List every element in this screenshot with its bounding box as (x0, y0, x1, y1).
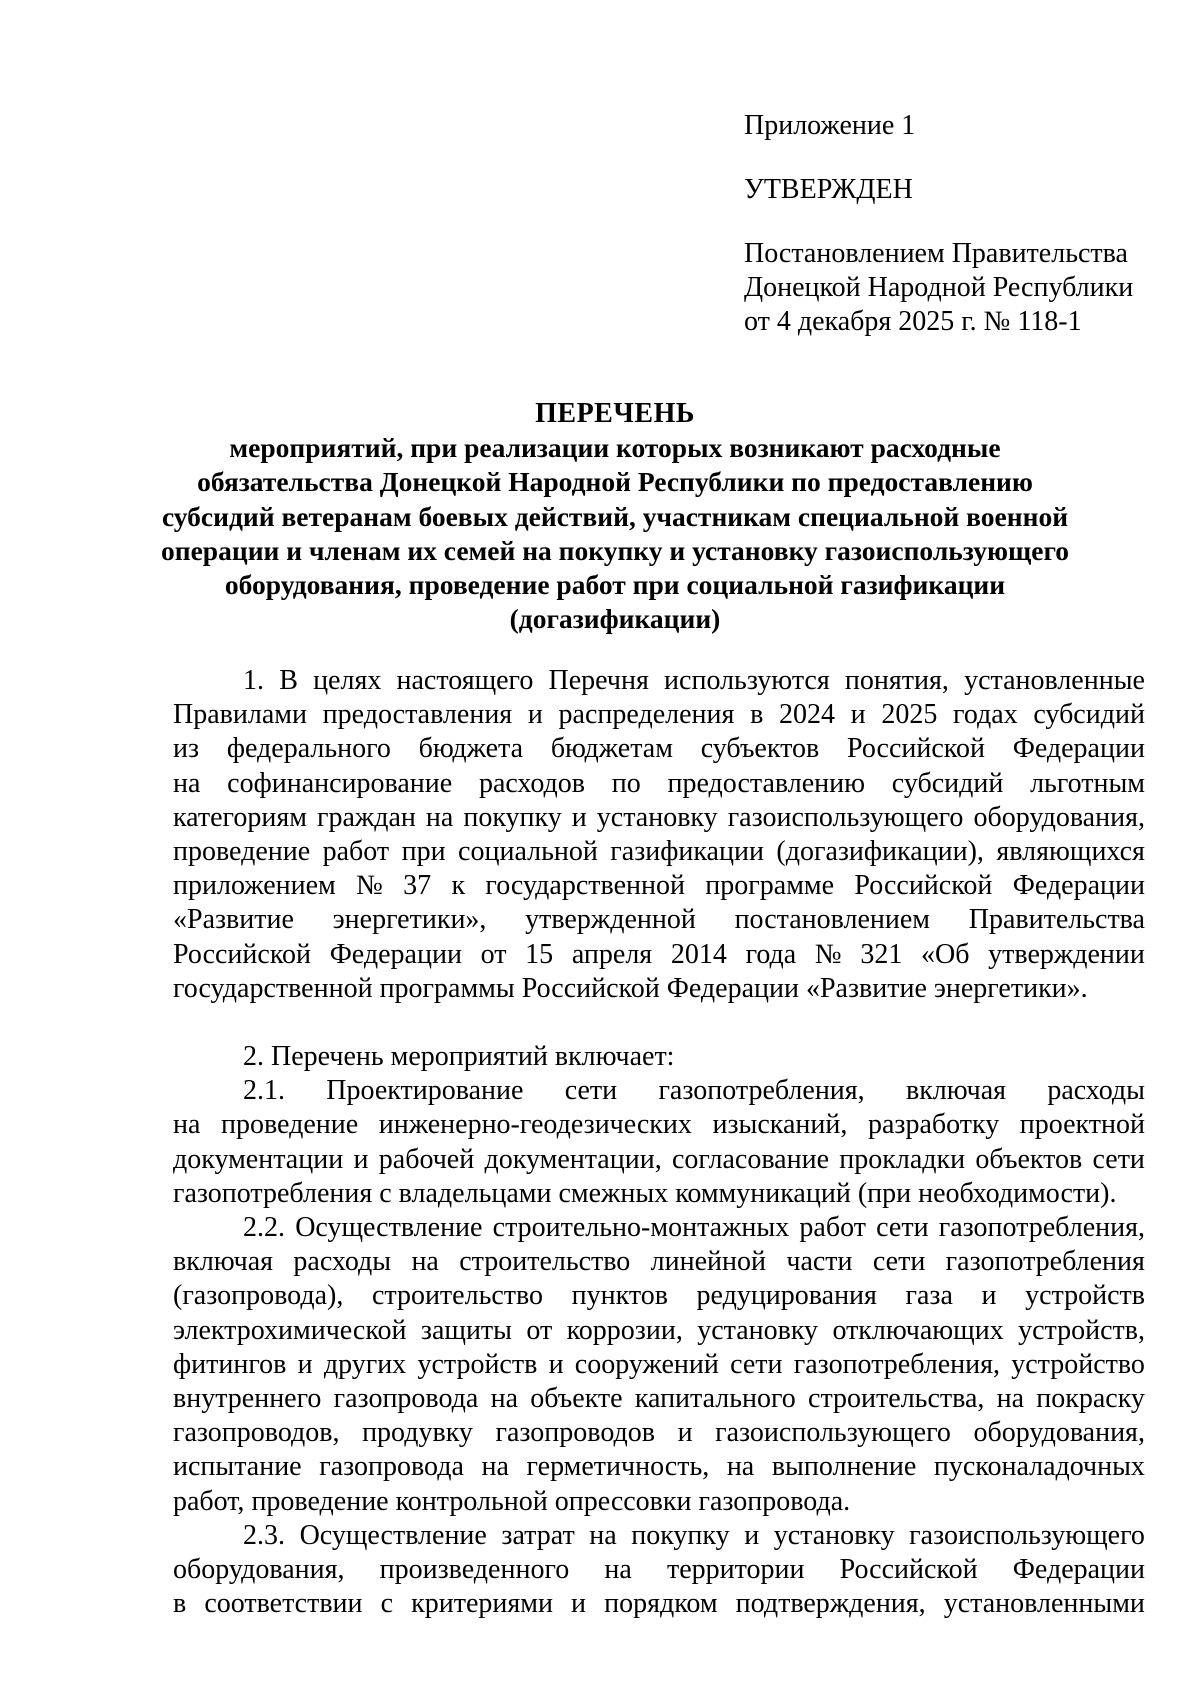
paragraph-2 (173, 1040, 1145, 1074)
paragraph-line: электрохимической защиты от коррозии, установку отключающих устройств, (173, 1314, 1145, 1346)
paragraph-line: приложением № 37 к государственной программе Российской Федерации (173, 870, 1145, 902)
paragraph-line: 2. Перечень мероприятий включает: (243, 1041, 675, 1073)
paragraph-line: проведение работ при социальной газификации (догазификации), являющихся (173, 836, 1145, 868)
paragraph-2-2 (173, 1211, 1145, 1519)
paragraph-2-1 (173, 1074, 1145, 1211)
paragraph-line: категориям граждан на покупку и установку газоиспользующего оборудования, (173, 801, 1145, 833)
decree-line-2: Донецкой Народной Республики (744, 272, 1134, 303)
paragraph-line: Российской Федерации от 15 апреля 2014 года № 321 «Об утверждении (173, 938, 1145, 970)
paragraph-line: внутреннего газопровода на объекте капитального строительства, на покраску (173, 1383, 1145, 1415)
paragraph-line: оборудования, произведенного на территории Российской Федерации (173, 1554, 1145, 1586)
document-body (173, 664, 1145, 1621)
paragraph-line: государственной программы Российской Федерации «Развитие энергетики». (173, 972, 1088, 1004)
paragraph-line: 2.3. Осуществление затрат на покупку и установку газоиспользующего (243, 1519, 1145, 1551)
paragraph-line: включая расходы на строительство линейной части сети газопотребления (173, 1246, 1145, 1278)
paragraph-line: из федерального бюджета бюджетам субъектов Российской Федерации (173, 733, 1145, 765)
paragraph-line: на софинансирование расходов по предоставлению субсидий льготным (173, 767, 1145, 799)
paragraph-line: документации и рабочей документации, согласование прокладки объектов сети (173, 1143, 1145, 1175)
title-line: оборудования, проведение работ при социальной газификации (224, 569, 1006, 601)
paragraph-line: газопроводов, продувку газопроводов и газоиспользующего оборудования, (173, 1417, 1145, 1449)
paragraph-1 (173, 664, 1145, 1006)
decree-line-1: Постановлением Правительства (744, 238, 1128, 269)
paragraph-line: 2.1. Проектирование сети газопотребления, включая расходы (243, 1075, 1145, 1107)
paragraph-line: 2.2. Осуществление строительно-монтажных работ сети газопотребления, (243, 1212, 1145, 1244)
paragraph-2-3 (173, 1519, 1145, 1622)
title-main: ПЕРЕЧЕНЬ (535, 398, 695, 429)
paragraph-line: газопотребления с владельцами смежных коммуникаций (при необходимости). (173, 1177, 1117, 1209)
title-line: операции и членам их семей на покупку и установку газоиспользующего (161, 534, 1069, 566)
annex-label: Приложение 1 (744, 110, 916, 141)
document-title (150, 397, 1080, 636)
title-line: (догазификации) (509, 603, 721, 635)
paragraph-line: работ, проведение контрольной опрессовки газопровода. (173, 1485, 851, 1517)
title-line: обязательства Донецкой Народной Республики по предоставлению (197, 466, 1033, 498)
paragraph-line: (газопровода), строительство пунктов редуцирования газа и устройств (173, 1280, 1145, 1312)
approval-block (744, 109, 1164, 339)
paragraph-line: «Развитие энергетики», утвержденной постановлением Правительства (173, 904, 1145, 936)
decree-line-3: от 4 декабря 2025 г. № 118-1 (744, 306, 1082, 337)
paragraph-line: испытание газопровода на герметичность, на выполнение пусконаладочных (173, 1451, 1145, 1483)
paragraph-line: Правилами предоставления и распределения в 2024 и 2025 годах субсидий (173, 699, 1145, 731)
paragraph-line: фитингов и других устройств и сооружений сети газопотребления, устройство (173, 1348, 1145, 1380)
paragraph-line: на проведение инженерно-геодезических изысканий, разработку проектной (173, 1109, 1145, 1141)
title-line: мероприятий, при реализации которых возникают расходные (229, 432, 1001, 464)
paragraph-line: в соответствии с критериями и порядком подтверждения, установленными (173, 1588, 1145, 1620)
approved-label: УТВЕРЖДЕН (744, 174, 913, 205)
paragraph-line: 1. В целях настоящего Перечня используются понятия, установленные (243, 665, 1145, 696)
title-line: субсидий ветеранам боевых действий, участникам специальной военной (161, 500, 1069, 532)
